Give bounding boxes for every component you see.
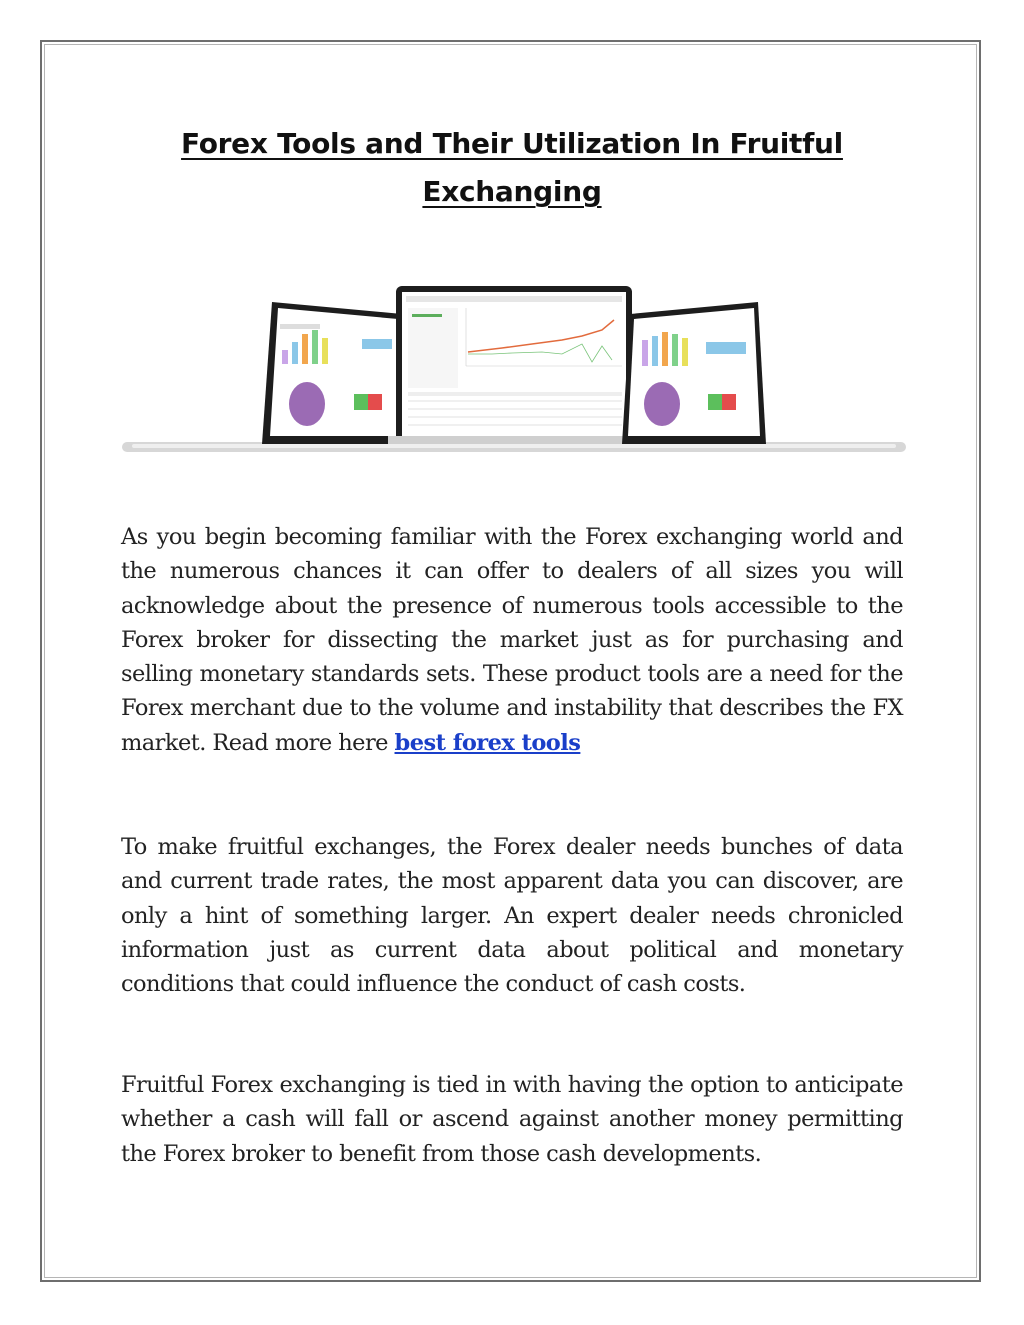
best-forex-tools-link[interactable]: best forex tools [394, 729, 581, 756]
paragraph-1 [121, 520, 903, 760]
paragraph-1-text: As you begin becoming familiar with the Forex exchanging world and the numerous chances it can offer to dealers of all sizes you will acknowledge about the presence of numerous tools accessible to the Forex broker for dissecting the market just as for purchasing and selling monetary standards sets. These product tools are a need for the Forex merchant due to the volume and instability that describes the FX market. Read more here [121, 524, 903, 756]
laptops-dashboard-image [122, 284, 906, 454]
page-title: Forex Tools and Their Utilization In Fruitful Exchanging [181, 127, 843, 208]
paragraph-2: To make fruitful exchanges, the Forex dealer needs bunches of data and current trade rates, the most apparent data you can discover, are only a hint of something larger. An expert dealer needs chronicled information just as current data about political and monetary conditions that could influence the conduct of cash costs. [121, 834, 903, 998]
paragraph-3: Fruitful Forex exchanging is tied in with having the option to anticipate whether a cash will fall or ascend against another money permitting the Forex broker to benefit from those cash developments. [121, 1072, 903, 1167]
